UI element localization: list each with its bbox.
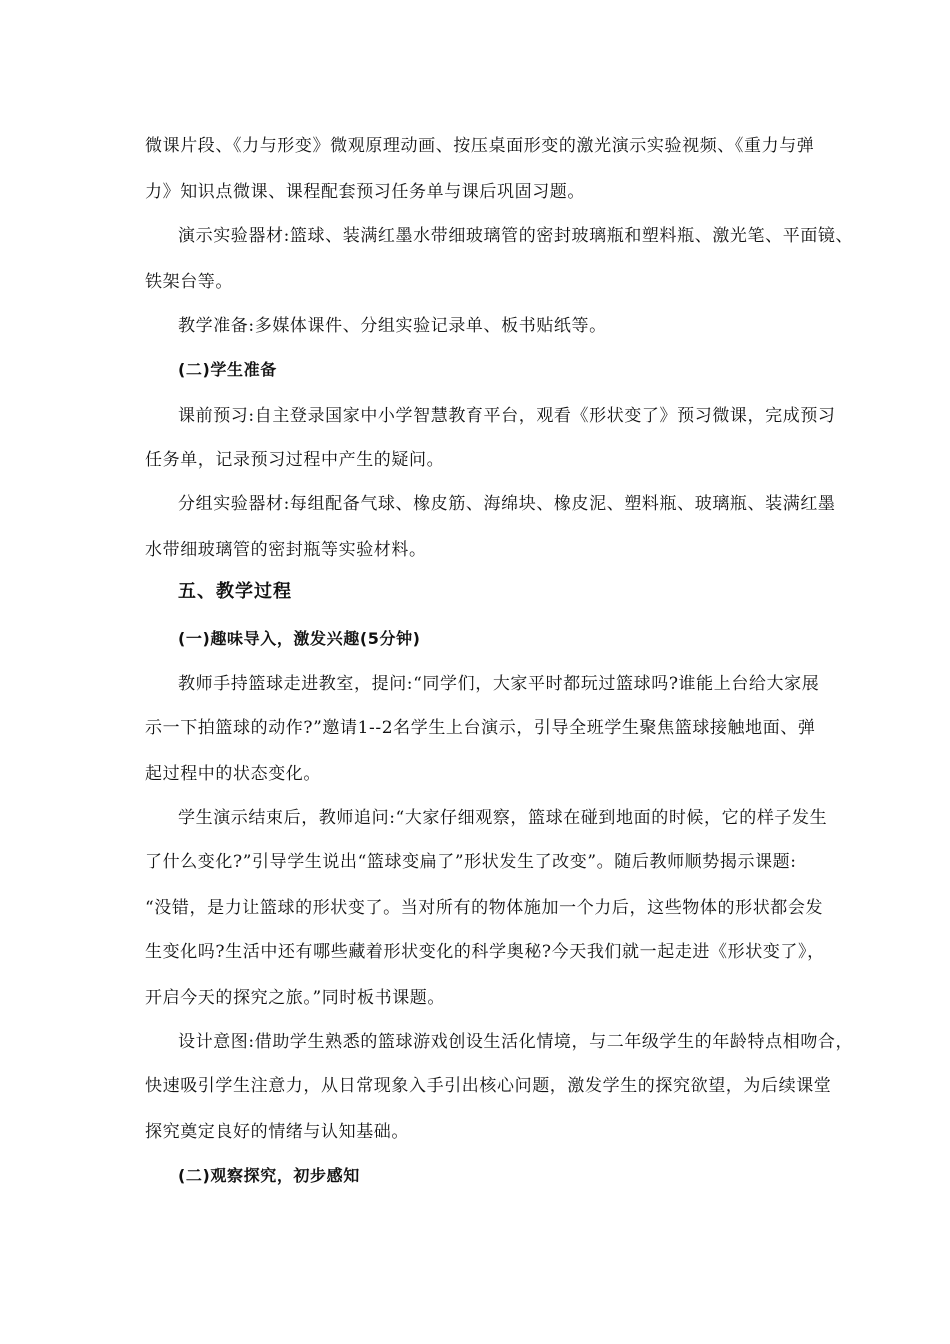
paragraph-line: 设计意图:借助学生熟悉的篮球游戏创设生活化情境，与二年级学生的年龄特点相吻合， <box>178 1032 854 1052</box>
subsection-heading: (二)观察探究，初步感知 <box>178 1166 360 1185</box>
text-line: 微课片段、《力与形变》微观原理动画、按压桌面形变的激光演示实验视频、《重力与弹 <box>145 136 815 156</box>
text-line: “没错，是力让篮球的形状变了。当对所有的物体施加一个力后，这些物体的形状都会发 <box>145 898 824 918</box>
text-line: 生变化吗?生活中还有哪些藏着形状变化的科学奥秘?今天我们就一起走进《形状变了》， <box>145 942 825 962</box>
text-line: 任务单，记录预习过程中产生的疑问。 <box>145 450 445 470</box>
subsection-heading: (二)学生准备 <box>178 360 277 379</box>
paragraph-line: 演示实验器材:篮球、装满红墨水带细玻璃管的密封玻璃瓶和塑料瓶、激光笔、平面镜、 <box>178 226 854 246</box>
text-line: 快速吸引学生注意力，从日常现象入手引出核心问题，激发学生的探究欲望，为后续课堂 <box>145 1076 832 1096</box>
text-line: 探究奠定良好的情绪与认知基础。 <box>145 1122 409 1142</box>
paragraph-line: 教师手持篮球走进教室，提问:“同学们，大家平时都玩过篮球吗?谁能上台给大家展 <box>178 674 820 694</box>
paragraph-line: 教学准备:多媒体课件、分组实验记录单、板书贴纸等。 <box>178 316 607 336</box>
text-line: 水带细玻璃管的密封瓶等实验材料。 <box>145 540 427 560</box>
paragraph-line: 分组实验器材:每组配备气球、橡皮筋、海绵块、橡皮泥、塑料瓶、玻璃瓶、装满红墨 <box>178 494 836 514</box>
text-line: 铁架台等。 <box>145 272 233 292</box>
text-line: 开启今天的探究之旅。”同时板书课题。 <box>145 988 445 1008</box>
paragraph-line: 课前预习:自主登录国家中小学智慧教育平台，观看《形状变了》预习微课，完成预习 <box>178 406 836 426</box>
paragraph-line: 学生演示结束后，教师追问:“大家仔细观察，篮球在碰到地面的时候，它的样子发生 <box>178 808 828 828</box>
text-line: 起过程中的状态变化。 <box>145 764 321 784</box>
subsection-heading: (一)趣味导入，激发兴趣(5分钟) <box>178 629 421 648</box>
text-line: 力》知识点微课、课程配套预习任务单与课后巩固习题。 <box>145 182 585 202</box>
section-heading: 五、教学过程 <box>178 581 292 602</box>
text-line: 了什么变化?”引导学生说出“篮球变扁了”形状发生了改变”。随后教师顺势揭示课题: <box>145 852 797 872</box>
text-line: 示一下拍篮球的动作?”邀请1--2名学生上台演示，引导全班学生聚焦篮球接触地面、弹 <box>145 718 816 738</box>
